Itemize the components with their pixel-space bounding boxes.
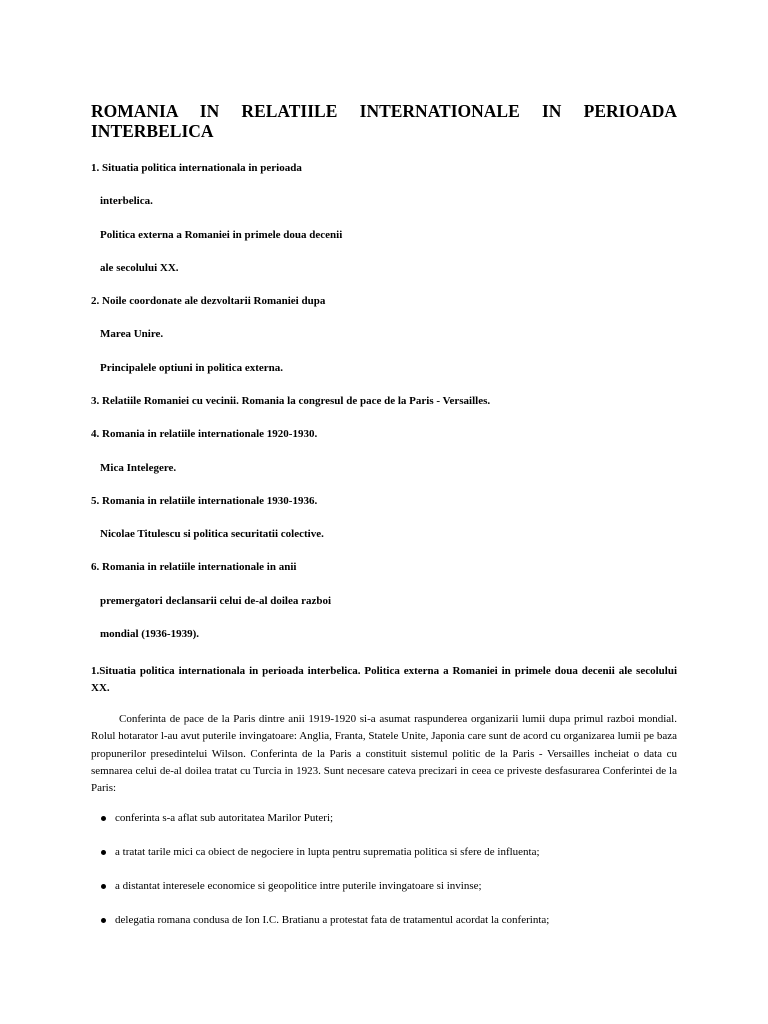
- toc-line: 6. Romania in relatiile internationale in anii: [91, 561, 297, 574]
- list-item-text: delegatia romana condusa de Ion I.C. Bratianu a protestat fata de tratamentul acordat la conferinta;: [115, 914, 550, 926]
- bullet-icon: [101, 850, 106, 855]
- toc-line: interbelica.: [100, 195, 153, 208]
- document-title: [91, 101, 677, 141]
- section-heading: 1.Situatia politica internationala in perioada interbelica. Politica externa a Romaniei in primele doua decenii ale secolului XX.: [91, 665, 677, 694]
- list-item-text: a distantat interesele economice si geopolitice intre puterile invingatoare si invinse;: [115, 880, 482, 892]
- toc-line: Marea Unire.: [100, 328, 164, 341]
- list-item: [91, 810, 691, 827]
- toc-line: 4. Romania in relatiile internationale 1920-1930.: [91, 428, 318, 441]
- document-title-line-1: ROMANIA IN RELATIILE INTERNATIONALE IN PERIOADA: [91, 101, 677, 121]
- toc-line: 2. Noile coordonate ale dezvoltarii Romaniei dupa: [91, 295, 326, 308]
- toc-line: Mica Intelegere.: [100, 461, 177, 474]
- toc-line: Nicolae Titulescu si politica securitatii colective.: [100, 528, 324, 541]
- document-title-line-2: INTERBELICA: [91, 121, 214, 141]
- list-item: [91, 844, 691, 861]
- bullet-icon: [101, 884, 106, 889]
- toc-line: ale secolului XX.: [100, 261, 179, 274]
- bullet-list: [91, 810, 691, 946]
- bullet-icon: [101, 816, 106, 821]
- list-item: [91, 912, 691, 929]
- table-of-contents: [91, 160, 691, 643]
- toc-line: Politica externa a Romaniei in primele doua decenii: [100, 228, 343, 241]
- toc-line: 3. Relatiile Romaniei cu vecinii. Romania la congresul de pace de la Paris - Versailles.: [91, 394, 491, 407]
- list-item-text: a tratat tarile mici ca obiect de negociere in lupta pentru suprematia politica si sfere de influenta;: [115, 846, 540, 858]
- toc-line: mondial (1936-1939).: [100, 627, 199, 640]
- toc-line: 1. Situatia politica internationala in perioada: [91, 162, 302, 174]
- bullet-icon: [101, 918, 106, 923]
- list-item-text: conferinta s-a aflat sub autoritatea Marilor Puteri;: [115, 812, 334, 824]
- toc-line: premergatori declansarii celui de-al doilea razboi: [100, 594, 332, 607]
- toc-line: Principalele optiuni in politica externa.: [100, 361, 284, 374]
- toc-line: 5. Romania in relatiile internationale 1930-1936.: [91, 494, 318, 507]
- list-item: [91, 878, 691, 895]
- body-paragraph: Conferinta de pace de la Paris dintre anii 1919-1920 si-a asumat raspunderea organizarii lumii dupa primul razboi mondial. Rolul hotarator l-au avut puterile invingatoare: Anglia, Franta, Statele Unite, Japonia care sunt de acord cu organizarea lumii pe baza propunerilor presedintelui Wilson. Conferinta de la Paris a constituit sistemul politic de la Paris - Versailles incheiat o data cu semnarea celui de-al doilea tratat cu Turcia in 1923. Sunt necesare cateva precizari in ceea ce priveste desfasurarea Conferintei de la Paris:: [91, 713, 677, 795]
